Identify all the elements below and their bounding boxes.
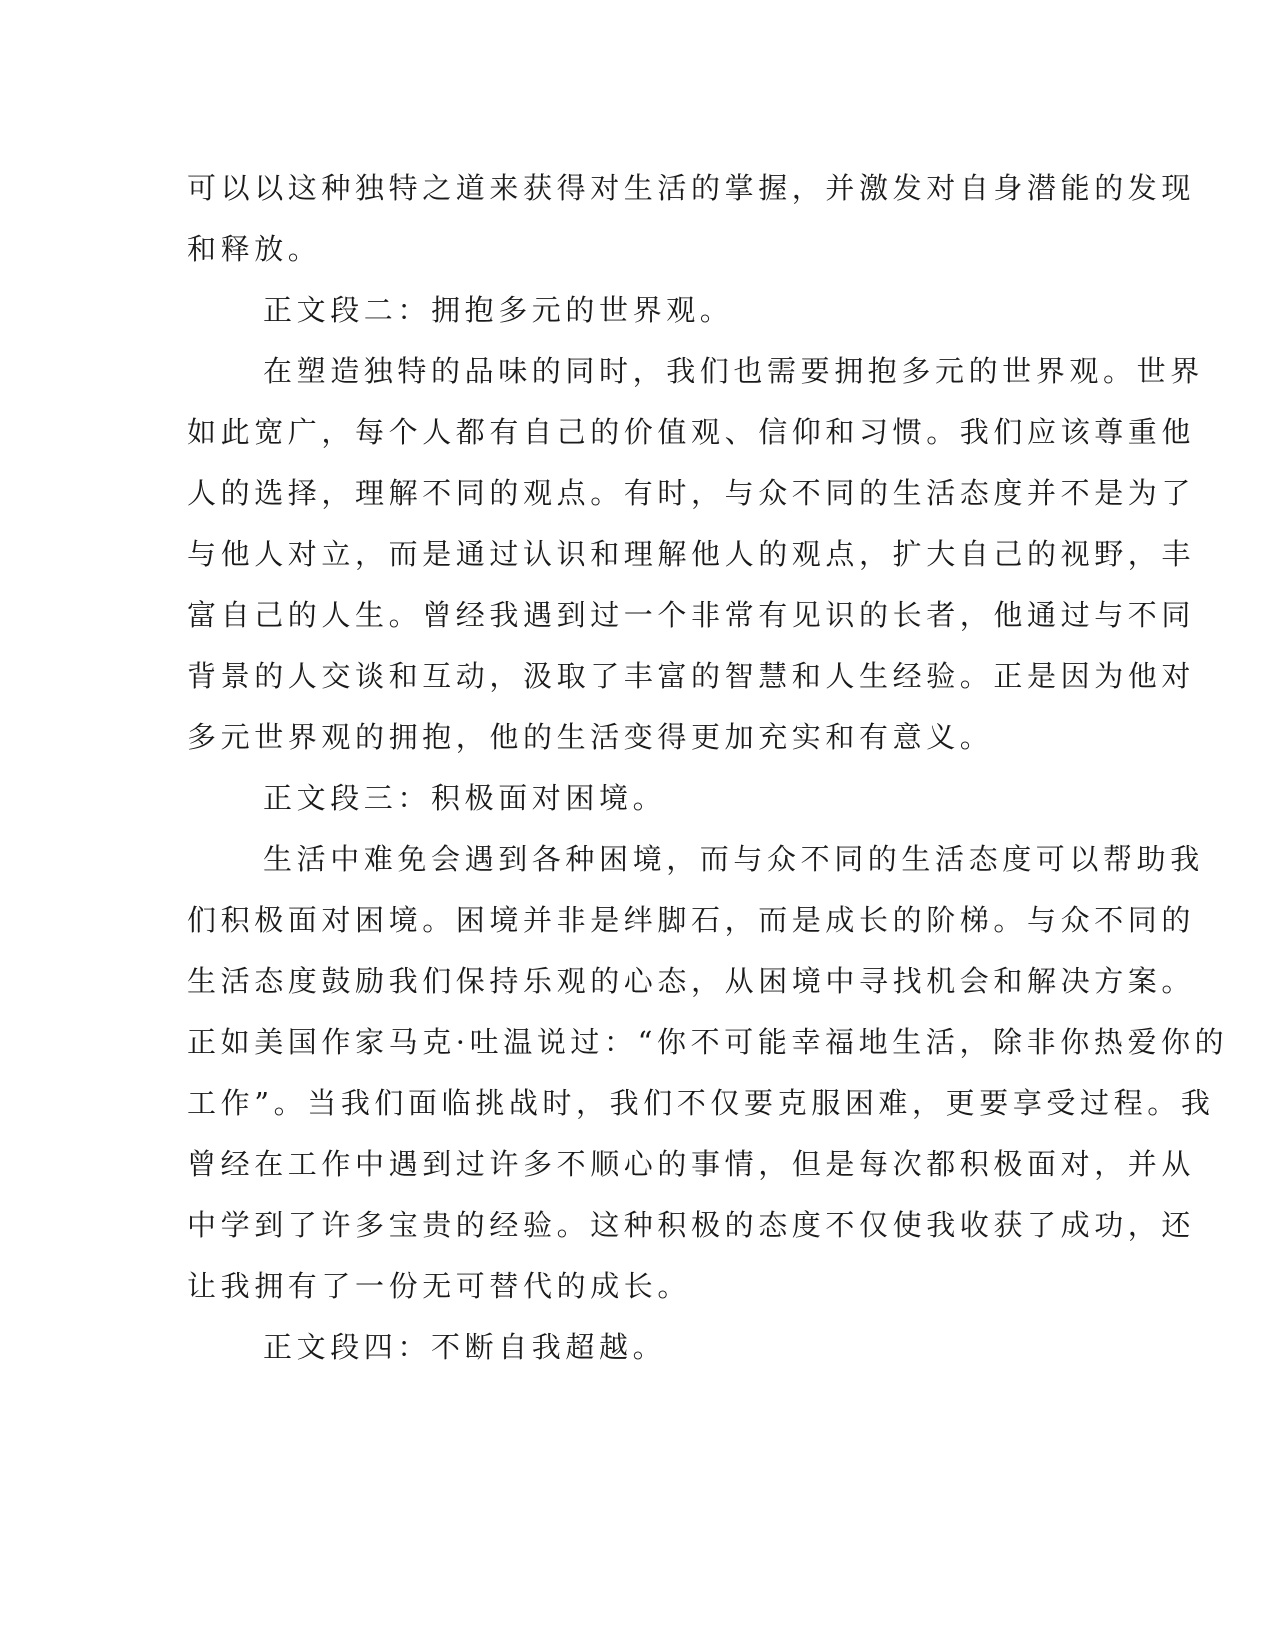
text-line: 背景的人交谈和互动，汲取了丰富的智慧和人生经验。正是因为他对 (187, 659, 1196, 693)
text-line: 可以以这种独特之道来获得对生活的掌握，并激发对自身潜能的发现 (187, 171, 1196, 205)
text-line: 多元世界观的拥抱，他的生活变得更加充实和有意义。 (187, 720, 994, 754)
paragraph-intro-tail (187, 158, 1196, 280)
heading-text: 正文段二：拥抱多元的世界观。 (263, 293, 734, 327)
text-line: 和释放。 (187, 232, 322, 266)
text-line: 生活态度鼓励我们保持乐观的心态，从困境中寻找机会和解决方案。 (187, 964, 1196, 998)
text-line: 中学到了许多宝贵的经验。这种积极的态度不仅使我收获了成功，还 (187, 1208, 1196, 1242)
text-line: 如此宽广，每个人都有自己的价值观、信仰和习惯。我们应该尊重他 (187, 415, 1196, 449)
text-line: 让我拥有了一份无可替代的成长。 (187, 1269, 692, 1303)
text-line: 人的选择，理解不同的观点。有时，与众不同的生活态度并不是为了 (187, 476, 1196, 510)
paragraph-3 (187, 829, 1229, 1317)
document-body (187, 158, 1229, 1378)
text-line: 在塑造独特的品味的同时，我们也需要拥抱多元的世界观。世界 (263, 354, 1204, 388)
text-line: 生活中难免会遇到各种困境，而与众不同的生活态度可以帮助我 (263, 842, 1204, 876)
text-line: 们积极面对困境。困境并非是绊脚石，而是成长的阶梯。与众不同的 (187, 903, 1196, 937)
text-line: 工作”。当我们面临挑战时，我们不仅要克服困难，更要享受过程。我 (187, 1086, 1215, 1120)
heading-text: 正文段四：不断自我超越。 (263, 1330, 667, 1364)
text-line: 曾经在工作中遇到过许多不顺心的事情，但是每次都积极面对，并从 (187, 1147, 1196, 1181)
paragraph-2 (187, 341, 1204, 768)
section-heading-2 (187, 280, 1087, 341)
text-line: 正如美国作家马克·吐温说过：“你不可能幸福地生活，除非你热爱你的 (187, 1025, 1229, 1059)
text-line: 与他人对立，而是通过认识和理解他人的观点，扩大自己的视野，丰 (187, 537, 1196, 571)
text-line: 富自己的人生。曾经我遇到过一个非常有见识的长者，他通过与不同 (187, 598, 1196, 632)
section-heading-4 (187, 1317, 1087, 1378)
heading-text: 正文段三：积极面对困境。 (263, 781, 667, 815)
section-heading-3 (187, 768, 1087, 829)
